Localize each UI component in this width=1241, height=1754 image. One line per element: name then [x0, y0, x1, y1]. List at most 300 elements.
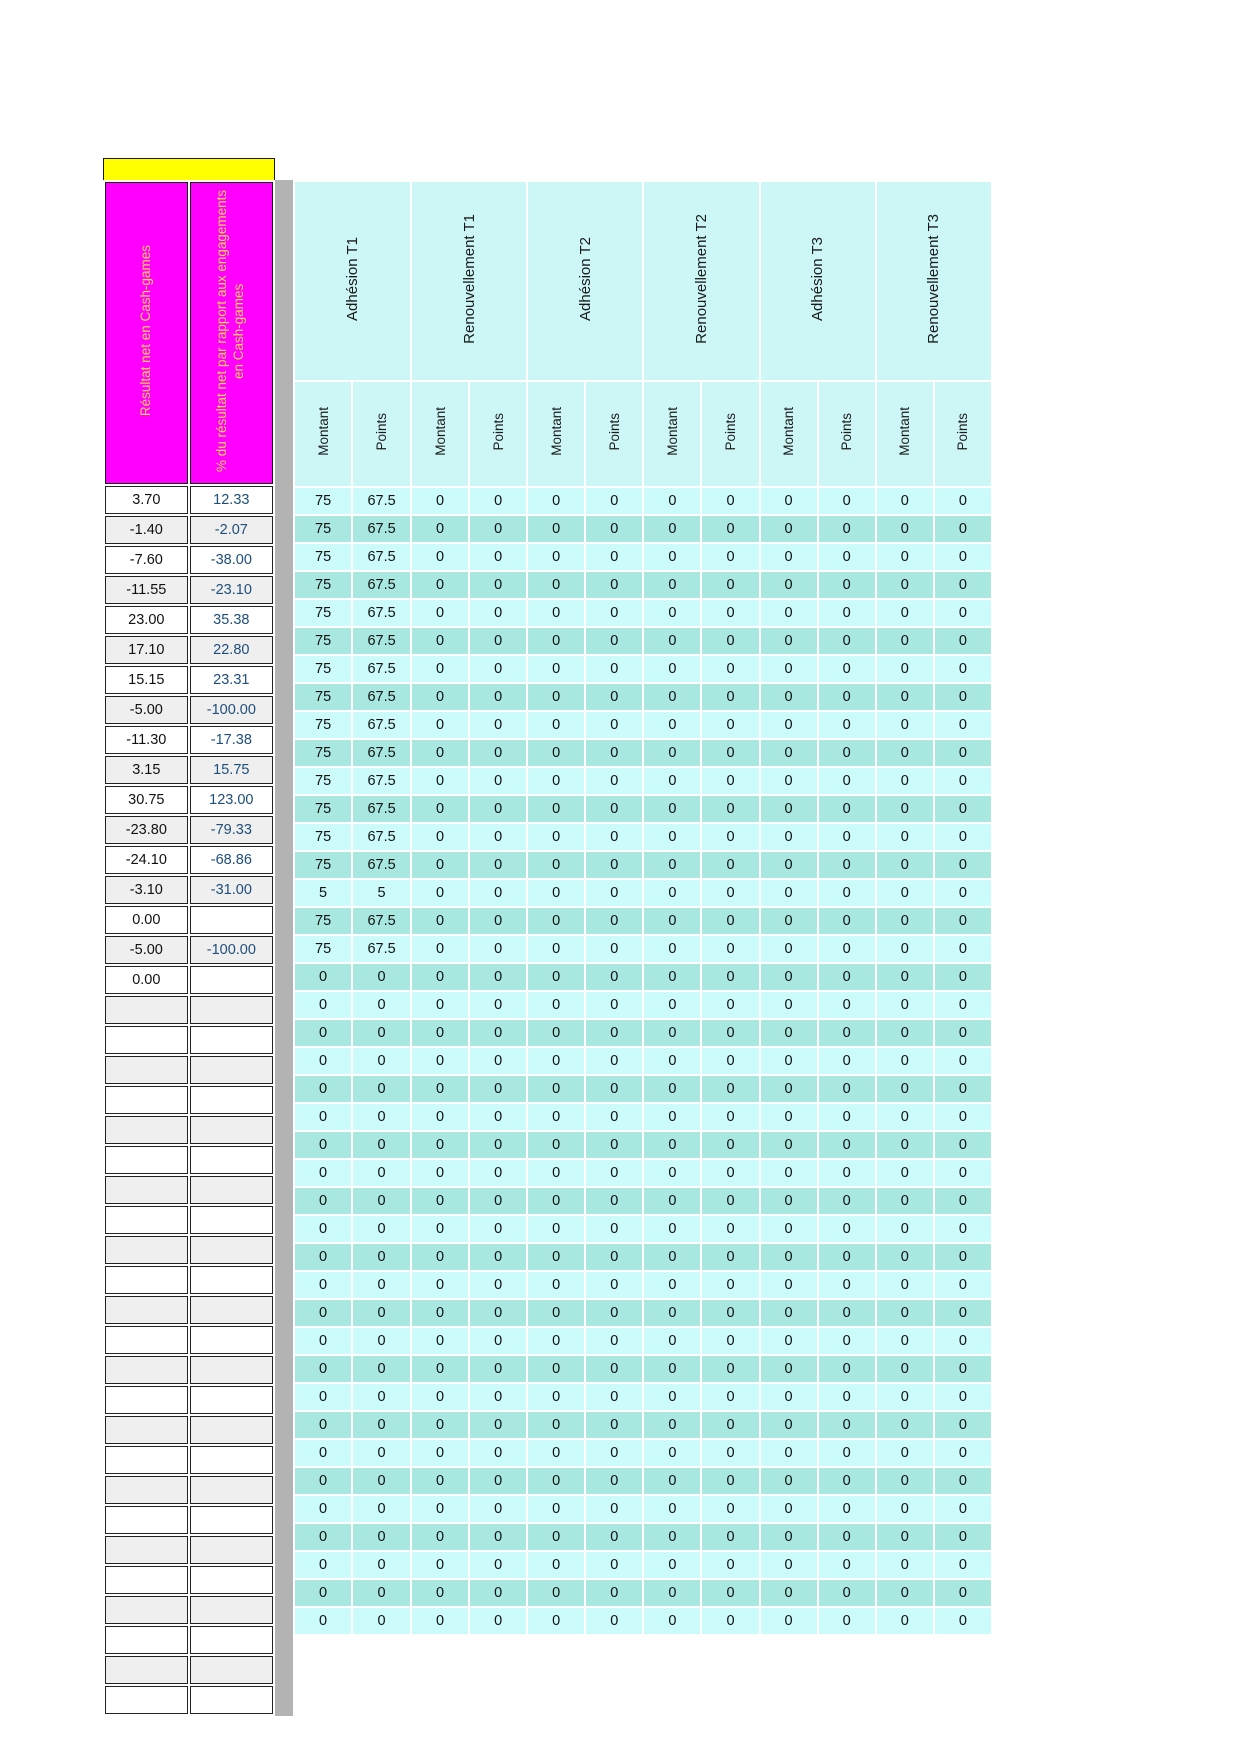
cell-value[interactable]: 0 [819, 768, 875, 794]
cell-value[interactable]: 0 [353, 1524, 410, 1550]
cell-value[interactable]: 0 [528, 488, 584, 514]
cell-value[interactable]: 0 [702, 712, 758, 738]
cell-pourcentage[interactable]: 123.00 [190, 786, 273, 814]
cell-value[interactable]: 0 [412, 1160, 468, 1186]
cell-value[interactable]: 0 [295, 1552, 351, 1578]
cell-value[interactable]: 0 [470, 908, 526, 934]
cell-value[interactable]: 0 [528, 1216, 584, 1242]
cell-value[interactable]: 0 [644, 1440, 700, 1466]
cell-value[interactable]: 0 [586, 1216, 642, 1242]
cell-value[interactable]: 0 [586, 740, 642, 766]
cell-value[interactable]: 0 [644, 488, 700, 514]
cell-value[interactable]: 0 [702, 1048, 758, 1074]
cell-value[interactable]: 0 [877, 1328, 933, 1354]
cell-value[interactable]: 0 [702, 1216, 758, 1242]
cell-value[interactable]: 0 [412, 1272, 468, 1298]
cell-value[interactable]: 0 [528, 796, 584, 822]
cell-value[interactable]: 0 [935, 1160, 991, 1186]
cell-value[interactable]: 0 [819, 628, 875, 654]
cell-value[interactable]: 67.5 [353, 684, 410, 710]
cell-value[interactable]: 0 [470, 740, 526, 766]
cell-value[interactable]: 0 [644, 1524, 700, 1550]
cell-value[interactable]: 0 [761, 1440, 817, 1466]
cell-value[interactable]: 0 [819, 1216, 875, 1242]
cell-value[interactable]: 0 [644, 1188, 700, 1214]
cell-value[interactable]: 0 [702, 1132, 758, 1158]
cell-value[interactable]: 0 [644, 516, 700, 542]
cell-pourcentage[interactable]: -100.00 [190, 936, 273, 964]
cell-value[interactable]: 0 [877, 1076, 933, 1102]
cell-value[interactable]: 0 [528, 1412, 584, 1438]
cell-value[interactable]: 0 [586, 1244, 642, 1270]
cell-value[interactable]: 0 [761, 1020, 817, 1046]
cell-pourcentage[interactable]: -2.07 [190, 516, 273, 544]
cell-value[interactable]: 0 [877, 908, 933, 934]
cell-value[interactable]: 0 [528, 1300, 584, 1326]
cell-value[interactable]: 0 [528, 1076, 584, 1102]
cell-value[interactable]: 0 [295, 1356, 351, 1382]
cell-value[interactable]: 0 [586, 1076, 642, 1102]
cell-value[interactable]: 0 [353, 1356, 410, 1382]
cell-value[interactable]: 0 [877, 852, 933, 878]
cell-value[interactable]: 0 [295, 992, 351, 1018]
cell-value[interactable]: 0 [470, 1328, 526, 1354]
cell-resultat-net[interactable] [105, 1686, 188, 1714]
cell-pourcentage[interactable] [190, 1236, 273, 1264]
cell-value[interactable]: 0 [819, 656, 875, 682]
cell-value[interactable]: 0 [935, 1608, 991, 1634]
cell-resultat-net[interactable]: 30.75 [105, 786, 188, 814]
cell-value[interactable]: 0 [528, 1552, 584, 1578]
cell-resultat-net[interactable] [105, 1026, 188, 1054]
cell-value[interactable]: 0 [819, 1188, 875, 1214]
cell-value[interactable]: 0 [819, 1496, 875, 1522]
cell-value[interactable]: 0 [702, 1412, 758, 1438]
cell-value[interactable]: 0 [935, 936, 991, 962]
cell-value[interactable]: 0 [877, 1104, 933, 1130]
cell-value[interactable]: 0 [819, 1356, 875, 1382]
cell-value[interactable]: 0 [586, 712, 642, 738]
cell-value[interactable]: 0 [295, 1300, 351, 1326]
cell-value[interactable]: 0 [470, 1076, 526, 1102]
cell-pourcentage[interactable]: -79.33 [190, 816, 273, 844]
cell-value[interactable]: 0 [702, 1356, 758, 1382]
cell-value[interactable]: 0 [586, 796, 642, 822]
cell-value[interactable]: 0 [761, 1496, 817, 1522]
cell-value[interactable]: 75 [295, 768, 351, 794]
cell-value[interactable]: 0 [761, 824, 817, 850]
cell-resultat-net[interactable] [105, 1416, 188, 1444]
cell-value[interactable]: 75 [295, 740, 351, 766]
cell-value[interactable]: 0 [412, 1608, 468, 1634]
cell-value[interactable]: 0 [470, 600, 526, 626]
cell-value[interactable]: 0 [877, 1580, 933, 1606]
cell-value[interactable]: 0 [412, 1552, 468, 1578]
cell-value[interactable]: 67.5 [353, 936, 410, 962]
cell-value[interactable]: 0 [935, 544, 991, 570]
cell-value[interactable]: 0 [412, 1524, 468, 1550]
cell-resultat-net[interactable] [105, 1386, 188, 1414]
cell-value[interactable]: 75 [295, 628, 351, 654]
cell-value[interactable]: 0 [528, 1384, 584, 1410]
cell-pourcentage[interactable]: 23.31 [190, 666, 273, 694]
cell-pourcentage[interactable] [190, 1416, 273, 1444]
cell-value[interactable]: 0 [470, 1216, 526, 1242]
cell-value[interactable]: 0 [353, 1048, 410, 1074]
cell-value[interactable]: 0 [470, 1580, 526, 1606]
cell-resultat-net[interactable]: 23.00 [105, 606, 188, 634]
cell-value[interactable]: 0 [819, 516, 875, 542]
cell-value[interactable]: 0 [761, 1160, 817, 1186]
cell-value[interactable]: 0 [819, 1160, 875, 1186]
cell-value[interactable]: 0 [586, 1300, 642, 1326]
cell-value[interactable]: 0 [412, 1412, 468, 1438]
cell-resultat-net[interactable]: -5.00 [105, 936, 188, 964]
cell-value[interactable]: 0 [644, 684, 700, 710]
cell-value[interactable]: 0 [470, 1244, 526, 1270]
cell-value[interactable]: 0 [528, 880, 584, 906]
cell-pourcentage[interactable] [190, 1116, 273, 1144]
cell-value[interactable]: 0 [412, 992, 468, 1018]
cell-value[interactable]: 0 [353, 1496, 410, 1522]
cell-value[interactable]: 0 [877, 1524, 933, 1550]
cell-value[interactable]: 0 [586, 1020, 642, 1046]
cell-resultat-net[interactable]: 3.70 [105, 486, 188, 514]
cell-pourcentage[interactable] [190, 1476, 273, 1504]
cell-pourcentage[interactable] [190, 1446, 273, 1474]
cell-value[interactable]: 0 [295, 1412, 351, 1438]
cell-pourcentage[interactable] [190, 1146, 273, 1174]
cell-value[interactable]: 0 [702, 488, 758, 514]
cell-value[interactable]: 0 [470, 1160, 526, 1186]
cell-value[interactable]: 0 [586, 1048, 642, 1074]
cell-pourcentage[interactable]: -38.00 [190, 546, 273, 574]
cell-value[interactable]: 0 [295, 1328, 351, 1354]
cell-value[interactable]: 0 [586, 572, 642, 598]
cell-value[interactable]: 0 [353, 1440, 410, 1466]
cell-value[interactable]: 0 [702, 1300, 758, 1326]
cell-value[interactable]: 0 [702, 572, 758, 598]
cell-value[interactable]: 0 [528, 1104, 584, 1130]
cell-value[interactable]: 0 [702, 600, 758, 626]
cell-value[interactable]: 0 [528, 1608, 584, 1634]
cell-value[interactable]: 0 [935, 516, 991, 542]
cell-value[interactable]: 0 [819, 992, 875, 1018]
cell-value[interactable]: 0 [412, 1020, 468, 1046]
cell-value[interactable]: 0 [819, 1328, 875, 1354]
cell-value[interactable]: 0 [644, 796, 700, 822]
cell-value[interactable]: 0 [295, 1384, 351, 1410]
cell-value[interactable]: 0 [935, 1216, 991, 1242]
cell-value[interactable]: 0 [935, 1356, 991, 1382]
cell-value[interactable]: 0 [761, 656, 817, 682]
cell-value[interactable]: 0 [761, 908, 817, 934]
cell-value[interactable]: 0 [412, 1384, 468, 1410]
cell-value[interactable]: 0 [295, 1216, 351, 1242]
cell-value[interactable]: 0 [644, 964, 700, 990]
cell-value[interactable]: 0 [761, 1048, 817, 1074]
cell-value[interactable]: 0 [877, 880, 933, 906]
cell-value[interactable]: 0 [644, 1552, 700, 1578]
cell-value[interactable]: 0 [586, 1104, 642, 1130]
cell-resultat-net[interactable]: 0.00 [105, 966, 188, 994]
cell-value[interactable]: 0 [935, 600, 991, 626]
cell-value[interactable]: 0 [877, 1468, 933, 1494]
cell-value[interactable]: 0 [761, 992, 817, 1018]
cell-resultat-net[interactable]: -24.10 [105, 846, 188, 874]
cell-value[interactable]: 0 [761, 1300, 817, 1326]
cell-value[interactable]: 0 [412, 880, 468, 906]
cell-value[interactable]: 0 [935, 1468, 991, 1494]
cell-value[interactable]: 0 [819, 1552, 875, 1578]
cell-value[interactable]: 0 [586, 1608, 642, 1634]
cell-value[interactable]: 0 [528, 768, 584, 794]
cell-value[interactable]: 0 [761, 1580, 817, 1606]
cell-resultat-net[interactable]: -23.80 [105, 816, 188, 844]
cell-value[interactable]: 0 [528, 1580, 584, 1606]
cell-value[interactable]: 0 [877, 1496, 933, 1522]
cell-value[interactable]: 0 [586, 992, 642, 1018]
cell-value[interactable]: 0 [470, 1468, 526, 1494]
cell-resultat-net[interactable] [105, 1176, 188, 1204]
cell-value[interactable]: 0 [877, 1608, 933, 1634]
cell-value[interactable]: 0 [295, 1188, 351, 1214]
cell-resultat-net[interactable] [105, 1356, 188, 1384]
cell-value[interactable]: 0 [586, 824, 642, 850]
cell-value[interactable]: 0 [644, 1272, 700, 1298]
cell-value[interactable]: 0 [295, 1244, 351, 1270]
cell-value[interactable]: 0 [412, 1356, 468, 1382]
cell-value[interactable]: 0 [761, 600, 817, 626]
cell-value[interactable]: 0 [295, 1496, 351, 1522]
cell-pourcentage[interactable] [190, 1086, 273, 1114]
cell-value[interactable]: 0 [528, 656, 584, 682]
cell-value[interactable]: 0 [877, 656, 933, 682]
cell-value[interactable]: 0 [935, 768, 991, 794]
cell-value[interactable]: 0 [470, 1020, 526, 1046]
cell-value[interactable]: 0 [702, 768, 758, 794]
cell-resultat-net[interactable] [105, 1266, 188, 1294]
cell-value[interactable]: 0 [412, 852, 468, 878]
cell-resultat-net[interactable] [105, 1116, 188, 1144]
cell-value[interactable]: 0 [295, 1524, 351, 1550]
cell-value[interactable]: 0 [470, 1440, 526, 1466]
cell-value[interactable]: 0 [644, 936, 700, 962]
cell-value[interactable]: 0 [586, 544, 642, 570]
cell-value[interactable]: 0 [877, 1272, 933, 1298]
cell-resultat-net[interactable]: -11.55 [105, 576, 188, 604]
cell-value[interactable]: 0 [470, 1552, 526, 1578]
cell-value[interactable]: 0 [353, 992, 410, 1018]
cell-value[interactable]: 0 [935, 796, 991, 822]
cell-value[interactable]: 0 [761, 1384, 817, 1410]
cell-value[interactable]: 0 [586, 852, 642, 878]
cell-value[interactable]: 0 [295, 1272, 351, 1298]
cell-value[interactable]: 0 [935, 1020, 991, 1046]
cell-value[interactable]: 75 [295, 712, 351, 738]
cell-value[interactable]: 0 [877, 824, 933, 850]
cell-resultat-net[interactable]: 17.10 [105, 636, 188, 664]
cell-value[interactable]: 0 [412, 740, 468, 766]
cell-value[interactable]: 0 [412, 796, 468, 822]
cell-resultat-net[interactable]: 0.00 [105, 906, 188, 934]
cell-value[interactable]: 0 [470, 1272, 526, 1298]
cell-pourcentage[interactable]: -68.86 [190, 846, 273, 874]
cell-value[interactable]: 0 [470, 852, 526, 878]
cell-value[interactable]: 0 [761, 852, 817, 878]
cell-value[interactable]: 0 [644, 1076, 700, 1102]
cell-value[interactable]: 0 [353, 1076, 410, 1102]
cell-value[interactable]: 0 [702, 1188, 758, 1214]
cell-value[interactable]: 0 [935, 1132, 991, 1158]
cell-value[interactable]: 0 [353, 1384, 410, 1410]
cell-value[interactable]: 0 [761, 1272, 817, 1298]
cell-value[interactable]: 0 [586, 656, 642, 682]
cell-value[interactable]: 0 [702, 1440, 758, 1466]
cell-resultat-net[interactable]: -1.40 [105, 516, 188, 544]
cell-value[interactable]: 0 [586, 880, 642, 906]
cell-value[interactable]: 67.5 [353, 796, 410, 822]
cell-value[interactable]: 0 [528, 852, 584, 878]
cell-value[interactable]: 0 [877, 1300, 933, 1326]
cell-resultat-net[interactable] [105, 1656, 188, 1684]
cell-value[interactable]: 0 [528, 712, 584, 738]
cell-value[interactable]: 0 [295, 1440, 351, 1466]
cell-value[interactable]: 0 [412, 544, 468, 570]
cell-value[interactable]: 75 [295, 796, 351, 822]
cell-value[interactable]: 0 [412, 824, 468, 850]
cell-value[interactable]: 0 [702, 1020, 758, 1046]
cell-value[interactable]: 0 [295, 1132, 351, 1158]
cell-value[interactable]: 75 [295, 488, 351, 514]
cell-value[interactable]: 0 [877, 628, 933, 654]
cell-value[interactable]: 0 [761, 684, 817, 710]
cell-value[interactable]: 0 [877, 1048, 933, 1074]
cell-value[interactable]: 75 [295, 544, 351, 570]
cell-value[interactable]: 0 [819, 1524, 875, 1550]
cell-value[interactable]: 0 [702, 628, 758, 654]
cell-value[interactable]: 0 [470, 880, 526, 906]
cell-value[interactable]: 0 [819, 964, 875, 990]
cell-value[interactable]: 0 [470, 1048, 526, 1074]
cell-value[interactable]: 0 [935, 1328, 991, 1354]
cell-value[interactable]: 0 [819, 1580, 875, 1606]
cell-value[interactable]: 0 [470, 1300, 526, 1326]
cell-value[interactable]: 0 [412, 1048, 468, 1074]
cell-value[interactable]: 0 [761, 796, 817, 822]
cell-value[interactable]: 0 [644, 1300, 700, 1326]
cell-value[interactable]: 0 [528, 516, 584, 542]
cell-value[interactable]: 0 [412, 712, 468, 738]
cell-value[interactable]: 0 [353, 1328, 410, 1354]
cell-value[interactable]: 0 [528, 1160, 584, 1186]
cell-value[interactable]: 0 [819, 1132, 875, 1158]
cell-value[interactable]: 0 [819, 1020, 875, 1046]
cell-value[interactable]: 0 [412, 516, 468, 542]
cell-value[interactable]: 0 [528, 1244, 584, 1270]
cell-value[interactable]: 0 [702, 796, 758, 822]
cell-value[interactable]: 0 [644, 572, 700, 598]
cell-value[interactable]: 0 [702, 1160, 758, 1186]
cell-value[interactable]: 0 [935, 1300, 991, 1326]
cell-value[interactable]: 0 [412, 1328, 468, 1354]
cell-value[interactable]: 75 [295, 908, 351, 934]
cell-value[interactable]: 0 [702, 544, 758, 570]
cell-value[interactable]: 0 [761, 1328, 817, 1354]
cell-value[interactable]: 0 [877, 1384, 933, 1410]
cell-value[interactable]: 0 [877, 1188, 933, 1214]
cell-value[interactable]: 0 [877, 1216, 933, 1242]
cell-value[interactable]: 0 [644, 1468, 700, 1494]
cell-value[interactable]: 0 [877, 992, 933, 1018]
cell-value[interactable]: 0 [702, 992, 758, 1018]
cell-value[interactable]: 0 [528, 684, 584, 710]
cell-value[interactable]: 0 [412, 936, 468, 962]
cell-value[interactable]: 0 [819, 488, 875, 514]
cell-value[interactable]: 0 [644, 852, 700, 878]
cell-value[interactable]: 0 [528, 992, 584, 1018]
cell-resultat-net[interactable] [105, 1146, 188, 1174]
cell-value[interactable]: 0 [935, 1272, 991, 1298]
cell-pourcentage[interactable] [190, 1506, 273, 1534]
cell-value[interactable]: 0 [819, 572, 875, 598]
cell-resultat-net[interactable] [105, 1566, 188, 1594]
cell-value[interactable]: 0 [935, 712, 991, 738]
cell-value[interactable]: 0 [702, 1496, 758, 1522]
cell-value[interactable]: 0 [702, 1468, 758, 1494]
cell-value[interactable]: 0 [935, 824, 991, 850]
cell-value[interactable]: 67.5 [353, 824, 410, 850]
cell-value[interactable]: 0 [295, 1468, 351, 1494]
cell-value[interactable]: 0 [761, 1104, 817, 1130]
cell-value[interactable]: 0 [877, 1132, 933, 1158]
cell-value[interactable]: 0 [528, 1356, 584, 1382]
cell-value[interactable]: 0 [528, 964, 584, 990]
cell-value[interactable]: 0 [877, 768, 933, 794]
cell-value[interactable]: 0 [470, 992, 526, 1018]
cell-value[interactable]: 0 [528, 1496, 584, 1522]
cell-value[interactable]: 0 [644, 992, 700, 1018]
cell-value[interactable]: 0 [702, 908, 758, 934]
cell-value[interactable]: 0 [702, 684, 758, 710]
cell-value[interactable]: 0 [470, 488, 526, 514]
cell-value[interactable]: 0 [470, 544, 526, 570]
cell-value[interactable]: 0 [412, 572, 468, 598]
cell-value[interactable]: 0 [935, 852, 991, 878]
cell-pourcentage[interactable]: 35.38 [190, 606, 273, 634]
cell-value[interactable]: 0 [819, 712, 875, 738]
cell-value[interactable]: 0 [295, 1580, 351, 1606]
cell-value[interactable]: 0 [644, 824, 700, 850]
cell-value[interactable]: 75 [295, 936, 351, 962]
cell-value[interactable]: 67.5 [353, 600, 410, 626]
cell-value[interactable]: 0 [935, 656, 991, 682]
cell-pourcentage[interactable] [190, 1176, 273, 1204]
cell-value[interactable]: 67.5 [353, 768, 410, 794]
cell-value[interactable]: 0 [470, 796, 526, 822]
cell-value[interactable]: 75 [295, 824, 351, 850]
cell-value[interactable]: 0 [935, 684, 991, 710]
cell-pourcentage[interactable] [190, 1326, 273, 1354]
cell-value[interactable]: 0 [295, 1076, 351, 1102]
cell-pourcentage[interactable]: 22.80 [190, 636, 273, 664]
cell-value[interactable]: 0 [644, 1328, 700, 1354]
cell-value[interactable]: 0 [935, 740, 991, 766]
cell-value[interactable]: 0 [412, 1216, 468, 1242]
cell-value[interactable]: 75 [295, 852, 351, 878]
cell-resultat-net[interactable] [105, 1326, 188, 1354]
cell-value[interactable]: 0 [761, 1412, 817, 1438]
